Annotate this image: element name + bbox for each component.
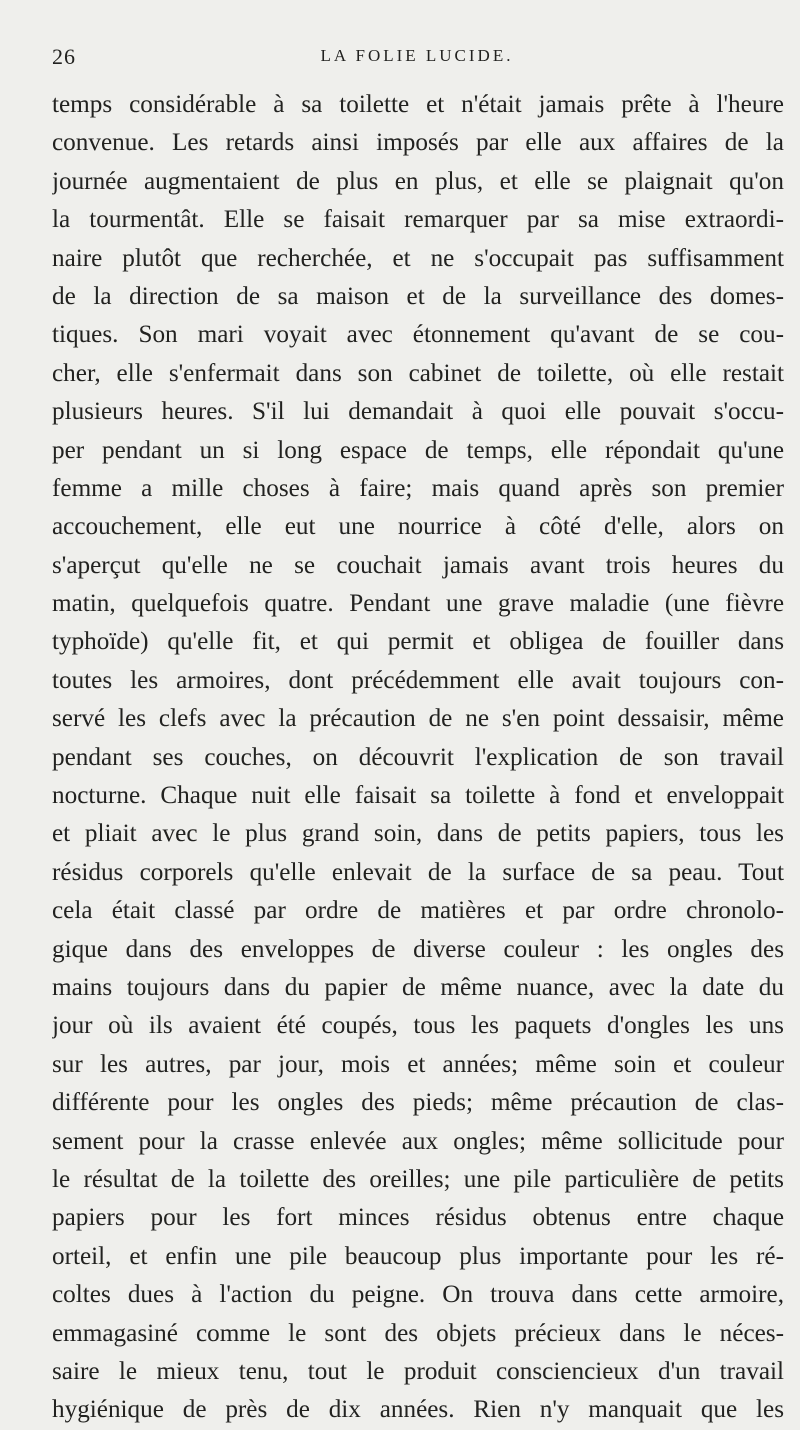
text-line: naire plutôt que recherchée, et ne s'occupait pas suffisamment bbox=[52, 244, 784, 272]
text-line: la tourmentât. Elle se faisait remarquer par sa mise extraordi- bbox=[52, 206, 784, 234]
text-line: per pendant un si long espace de temps, elle répondait qu'une bbox=[52, 436, 784, 464]
text-line: différente pour les ongles des pieds; même précaution de clas- bbox=[52, 1089, 784, 1117]
running-title: LA FOLIE LUCIDE. bbox=[320, 46, 514, 65]
text-line: accouchement, elle eut une nourrice à côté d'elle, alors on bbox=[52, 513, 784, 541]
text-line: gique dans des enveloppes de diverse couleur : les ongles des bbox=[52, 935, 784, 963]
text-line: coltes dues à l'action du peigne. On trouva dans cette armoire, bbox=[52, 1281, 784, 1309]
text-line: cher, elle s'enfermait dans son cabinet de toilette, où elle restait bbox=[52, 359, 784, 387]
text-line: sement pour la crasse enlevée aux ongles; même sollicitude pour bbox=[52, 1127, 784, 1155]
text-line: et pliait avec le plus grand soin, dans de petits papiers, tous les bbox=[52, 820, 784, 848]
text-line: temps considérable à sa toilette et n'était jamais prête à l'heure bbox=[52, 91, 784, 118]
text-line: de la direction de sa maison et de la surveillance des domes- bbox=[52, 282, 784, 310]
text-line: sur les autres, par jour, mois et années; même soin et couleur bbox=[52, 1050, 784, 1078]
text-line: convenue. Les retards ainsi imposés par elle aux affaires de la bbox=[52, 129, 784, 157]
text-line: papiers pour les fort minces résidus obtenus entre chaque bbox=[52, 1204, 784, 1232]
text-line: matin, quelquefois quatre. Pendant une grave maladie (une fièvre bbox=[52, 590, 784, 618]
text-line: servé les clefs avec la précaution de ne s'en point dessaisir, même bbox=[52, 705, 784, 733]
text-line: plusieurs heures. S'il lui demandait à quoi elle pouvait s'occu- bbox=[52, 398, 784, 426]
text-line: emmagasiné comme le sont des objets précieux dans le néces- bbox=[52, 1319, 784, 1347]
text-line: femme a mille choses à faire; mais quand après son premier bbox=[52, 474, 784, 502]
text-line: tiques. Son mari voyait avec étonnement qu'avant de se cou- bbox=[52, 321, 784, 349]
text-line: journée augmentaient de plus en plus, et elle se plaignait qu'on bbox=[52, 167, 784, 195]
page-header bbox=[52, 44, 782, 74]
text-line: typhoïde) qu'elle fit, et qui permit et obligea de fouiller dans bbox=[52, 628, 784, 656]
text-line: mains toujours dans du papier de même nuance, avec la date du bbox=[52, 973, 784, 1001]
text-line: toutes les armoires, dont précédemment elle avait toujours con- bbox=[52, 666, 784, 694]
text-line: hygiénique de près de dix années. Rien n'y manquait que les bbox=[52, 1396, 784, 1424]
text-line: s'aperçut qu'elle ne se couchait jamais avant trois heures du bbox=[52, 551, 784, 579]
text-line: résidus corporels qu'elle enlevait de la surface de sa peau. Tout bbox=[52, 858, 784, 886]
text-line: pendant ses couches, on découvrit l'explication de son travail bbox=[52, 743, 784, 771]
page-number: 26 bbox=[52, 44, 76, 69]
text-line: saire le mieux tenu, tout le produit consciencieux d'un travail bbox=[52, 1357, 784, 1385]
text-line: nocturne. Chaque nuit elle faisait sa toilette à fond et enveloppait bbox=[52, 782, 784, 810]
text-line: orteil, et enfin une pile beaucoup plus importante pour les ré- bbox=[52, 1242, 784, 1270]
text-line: le résultat de la toilette des oreilles; une pile particulière de petits bbox=[52, 1165, 784, 1193]
text-line: jour où ils avaient été coupés, tous les paquets d'ongles les uns bbox=[52, 1012, 784, 1040]
text-line: cela était classé par ordre de matières et par ordre chronolo- bbox=[52, 897, 784, 925]
body-text bbox=[52, 86, 784, 1430]
